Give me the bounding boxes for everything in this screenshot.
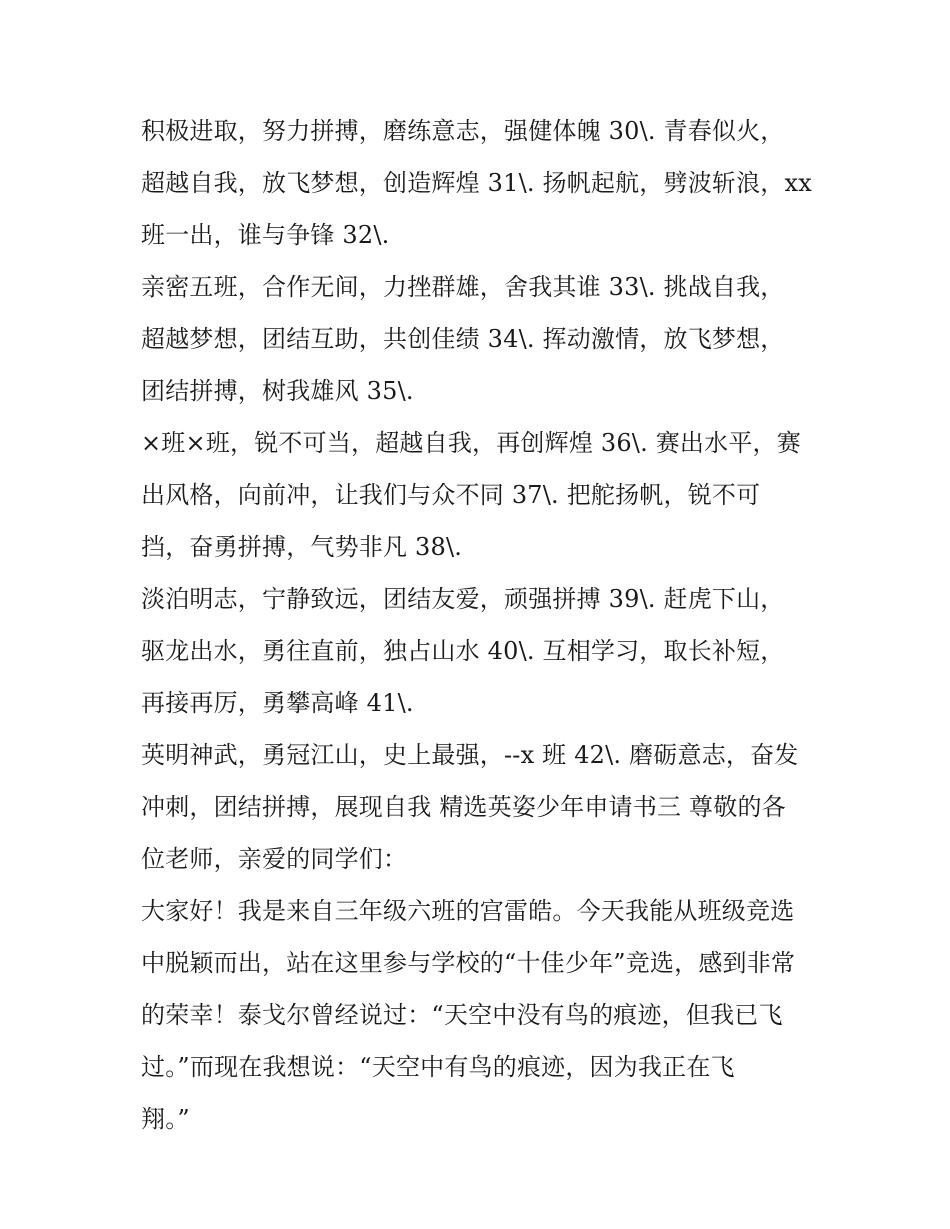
text-line: 中脱颖而出，站在这里参与学校的“十佳少年”竞选，感到非常 <box>141 949 796 977</box>
text-line: 翔。” <box>141 1105 190 1133</box>
text-line: 英明神武，勇冠江山，史上最强，--x 班 42\. 磨砺意志，奋发 <box>141 741 799 769</box>
text-line: 出风格，向前冲，让我们与众不同 37\. 把舵扬帆，锐不可 <box>141 481 761 509</box>
text-line: 驱龙出水，勇往直前，独占山水 40\. 互相学习，取长补短， <box>141 637 785 665</box>
text-line: 班一出，谁与争锋 32\. <box>141 221 390 249</box>
text-line: 超越自我，放飞梦想，创造辉煌 31\. 扬帆起航，劈波斩浪，xx <box>141 169 812 197</box>
text-line: 团结拼搏，树我雄风 35\. <box>141 377 414 405</box>
text-line: 再接再厉，勇攀高峰 41\. <box>141 689 414 717</box>
text-line: 的荣幸！泰戈尔曾经说过：“天空中没有鸟的痕迹，但我已飞 <box>141 1001 783 1029</box>
text-line: 亲密五班，合作无间，力挫群雄，舍我其谁 33\. 挑战自我， <box>141 273 785 301</box>
text-line: 位老师，亲爱的同学们： <box>141 845 408 873</box>
text-line: 淡泊明志，宁静致远，团结友爱，顽强拼搏 39\. 赶虎下山， <box>141 585 785 613</box>
text-line: 积极进取，努力拼搏，磨练意志，强健体魄 30\. 青春似火， <box>141 117 785 145</box>
text-line: 大家好！我是来自三年级六班的宫雷皓。今天我能从班级竞选 <box>141 897 795 925</box>
text-line: 挡，奋勇拼搏，气势非凡 38\. <box>141 533 463 561</box>
text-line: ×班×班，锐不可当，超越自我，再创辉煌 36\. 赛出水平，赛 <box>141 429 801 457</box>
text-line: 过。”而现在我想说：“天空中有鸟的痕迹，因为我正在飞 <box>141 1053 735 1081</box>
text-line: 冲刺，团结拼搏，展现自我 精选英姿少年申请书三 尊敬的各 <box>141 793 786 821</box>
text-line: 超越梦想，团结互助，共创佳绩 34\. 挥动激情，放飞梦想， <box>141 325 785 353</box>
document-body <box>141 105 821 1145</box>
